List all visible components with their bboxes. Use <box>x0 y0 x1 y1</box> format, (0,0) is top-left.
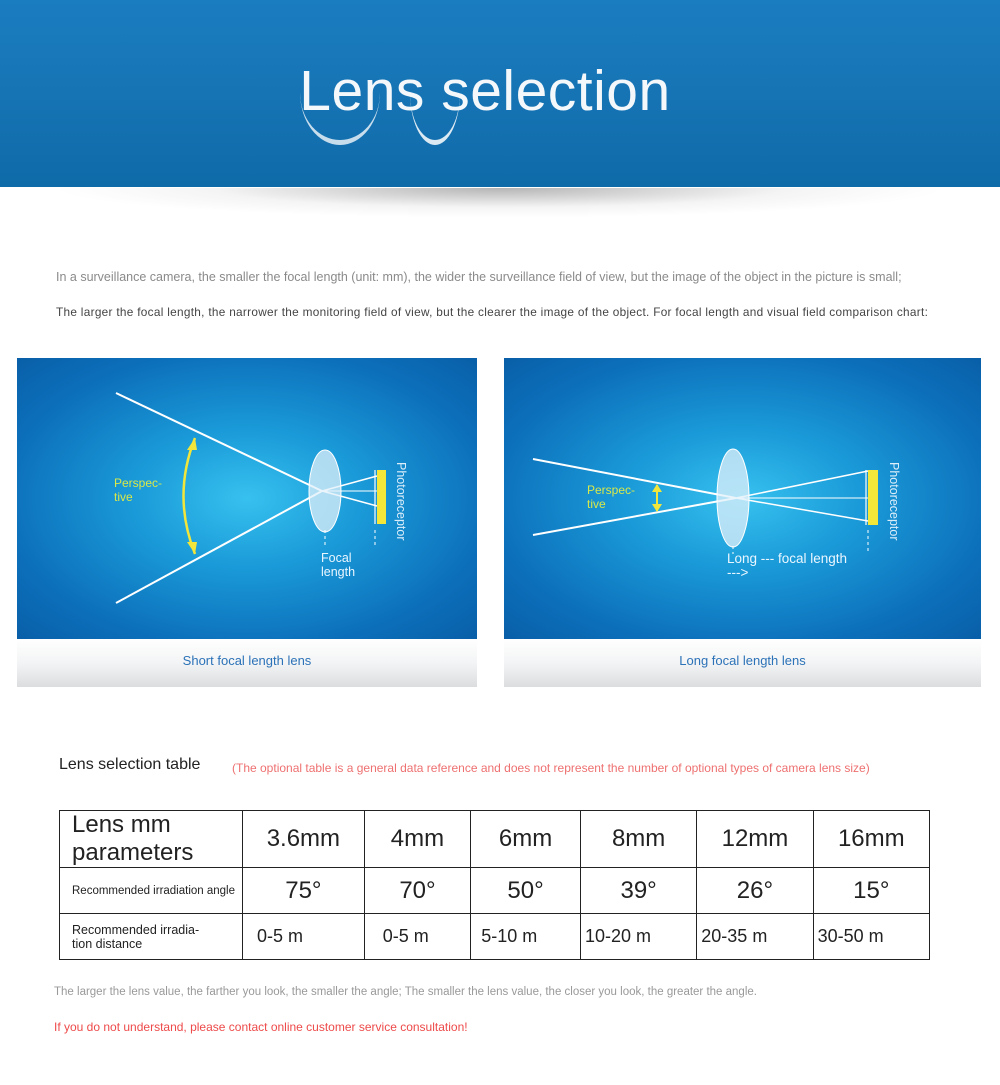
photoreceptor-sensor <box>868 470 878 525</box>
photoreceptor-label: Photoreceptor <box>394 462 408 541</box>
table-cell: 0-5 m <box>243 914 365 960</box>
intro-paragraph-1: In a surveillance camera, the smaller the focal length (unit: mm), the wider the surveillance field of view, but the image of the object in the picture is small; <box>56 270 902 284</box>
focal-length-label: Focal length <box>321 551 356 579</box>
table-title: Lens selection table <box>59 756 201 773</box>
banner-shadow <box>50 188 950 218</box>
focal-length-label: Long --- focal length ---> <box>727 551 848 580</box>
refracted-ray <box>736 498 868 521</box>
table-cell: 75° <box>243 868 365 914</box>
long-focal-illustration <box>504 358 981 639</box>
table-cell: 20-35 m <box>697 914 813 960</box>
view-ray-bottom <box>116 491 322 603</box>
table-row <box>60 868 930 914</box>
arrow-up-icon <box>652 484 662 492</box>
intro-paragraph-2: The larger the focal length, the narrower the monitoring field of view, but the clearer the image of the object. For focal length and visual field comparison chart: <box>56 305 929 319</box>
table-row <box>60 914 930 960</box>
table-cell: 0-5 m <box>364 914 470 960</box>
table-cell: 6mm <box>471 811 581 868</box>
short-focal-diagram <box>17 358 477 687</box>
table-cell: 30-50 m <box>813 914 929 960</box>
table-cell: 50° <box>471 868 581 914</box>
short-focal-illustration <box>17 358 477 639</box>
table-cell: 15° <box>813 868 929 914</box>
perspective-arc <box>184 438 196 554</box>
long-focal-diagram <box>504 358 981 687</box>
table-cell: 70° <box>364 868 470 914</box>
lens-icon <box>309 450 341 532</box>
table-cell: 8mm <box>580 811 696 868</box>
table-cell: 10-20 m <box>580 914 696 960</box>
photoreceptor-label: Photoreceptor <box>887 462 901 541</box>
refracted-ray <box>736 471 868 498</box>
table-row <box>60 811 930 868</box>
table-cell: 4mm <box>364 811 470 868</box>
long-focal-drawing <box>504 358 981 639</box>
row-header: Recommended irradia- tion distance <box>60 914 243 960</box>
long-focal-caption: Long focal length lens <box>504 639 981 687</box>
short-focal-drawing <box>17 358 477 639</box>
table-cell: 26° <box>697 868 813 914</box>
header-banner <box>0 0 1000 187</box>
table-cell: 5-10 m <box>471 914 581 960</box>
table-cell: 3.6mm <box>243 811 365 868</box>
footer-note: The larger the lens value, the farther you look, the smaller the angle; The smaller the lens value, the closer you look, the greater the angle. <box>54 986 757 998</box>
table-cell: 16mm <box>813 811 929 868</box>
perspective-label: Perspec- tive <box>587 483 636 511</box>
table-note: (The optional table is a general data reference and does not represent the number of optional types of camera lens size) <box>232 761 870 775</box>
row-header: Lens mm parameters <box>60 811 243 868</box>
table-cell: 12mm <box>697 811 813 868</box>
short-focal-caption: Short focal length lens <box>17 639 477 687</box>
photoreceptor-sensor <box>377 470 386 524</box>
lens-icon <box>717 449 749 547</box>
perspective-label: Perspec- tive <box>114 476 163 504</box>
table-cell: 39° <box>580 868 696 914</box>
page-title: Lens selection <box>299 59 671 123</box>
contact-note: If you do not understand, please contact online customer service consultation! <box>54 1020 468 1034</box>
row-header: Recommended irradiation angle <box>60 868 243 914</box>
lens-selection-table <box>59 810 930 960</box>
